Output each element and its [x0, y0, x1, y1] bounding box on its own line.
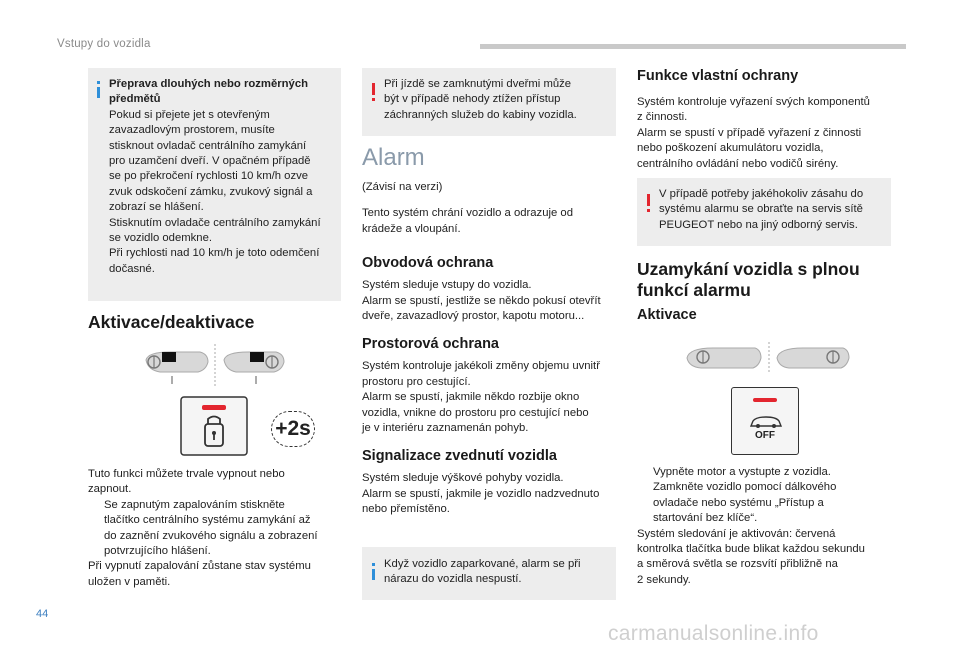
info-box-line: Pokud si přejete jet s otevřeným [109, 108, 270, 121]
section-heading-activation: Aktivace/deaktivace [88, 312, 255, 332]
lock-heading-line: funkcí alarmu [637, 280, 751, 300]
paragraph-line: Při vypnutí zapalování zůstane stav systému [88, 560, 311, 573]
paragraph-line: Tuto funkci můžete trvale vypnout nebo [88, 468, 285, 480]
alarm-off-button-illustration [731, 387, 799, 455]
watermark: carmanualsonline.info [608, 622, 819, 645]
version-note: (Závisí na verzi) [362, 181, 443, 193]
info-icon [97, 87, 100, 98]
bullet-line: ovladače nebo systému „Přístup a [653, 496, 824, 509]
intro-line: Tento systém chrání vozidlo a odrazuje od [362, 207, 573, 220]
bullet-line: tlačítko centrálního systému zamykání až [104, 514, 311, 527]
self-line: nebo poškození akumulátoru vozidla, [637, 142, 824, 155]
info-box-long-items [88, 68, 341, 301]
alarm-title: Alarm [362, 144, 425, 171]
bullet-line: startování bez klíče“. [653, 512, 758, 525]
info-box-line: dočasné. [109, 262, 155, 275]
indicator-light [753, 398, 777, 402]
tilt-line: Alarm se spustí, jakmile je vozidlo nadzvednuto [362, 487, 600, 500]
tail-line: Systém sledování je aktivován: červená [637, 527, 836, 540]
lock-with-alarm-heading [637, 259, 899, 301]
bullet-line: Se zapnutým zapalováním stiskněte [104, 498, 285, 511]
volumetric-line: prostoru pro cestující. [362, 375, 471, 388]
info-box-line: zobrazí se hlášení. [109, 201, 204, 214]
info-box-line: zavazadlovým prostorem, musíte [109, 124, 275, 137]
self-line: centrálního ovládání nebo vodičů sirény. [637, 157, 839, 170]
hold-2s-badge [271, 411, 315, 447]
bullet-line: do zaznění zvukového signálu a zobrazení [104, 529, 318, 542]
perimeter-line: Systém sleduje vstupy do vozidla. [362, 279, 532, 292]
warning-line: Při jízdě se zamknutými dveřmi může [384, 78, 572, 90]
tail-line: 2 sekundy. [637, 573, 691, 586]
self-line: Systém kontroluje vyřazení svých komponentů [637, 96, 870, 108]
warning-icon [372, 83, 375, 95]
car-alarm-icon [748, 414, 784, 430]
perimeter-heading: Obvodová ochrana [362, 255, 494, 272]
key-fob-illustration [140, 340, 290, 390]
perimeter-line: Alarm se spustí, jestliže se někdo pokusí otevřít [362, 294, 601, 307]
bullet-line: Vypněte motor a vystupte z vozidla. [653, 466, 831, 478]
activation-steps [637, 465, 899, 588]
warning-box-service [637, 178, 891, 246]
tail-line: a směrová světla se rozsvítí přibližně na [637, 558, 838, 571]
paragraph-line: zapnout. [88, 483, 132, 496]
paragraph-line: uložen v paměti. [88, 575, 171, 588]
activation-subheading: Aktivace [637, 307, 697, 323]
tilt-heading: Signalizace zvednutí vozidla [362, 448, 557, 465]
off-label: OFF [755, 430, 775, 441]
info-line: Když vozidlo zaparkované, alarm se při [384, 558, 581, 570]
warning-icon [647, 194, 650, 206]
volumetric-line: Alarm se spustí, jakmile někdo rozbije okno [362, 391, 580, 404]
warning-line: záchranných služeb do kabiny vozidla. [384, 108, 577, 121]
volumetric-line: je v interiéru zaznamenán pohyb. [362, 422, 529, 435]
bullet-symbol [637, 465, 653, 480]
self-line: Alarm se spustí v případě vyřazení z činnosti [637, 126, 862, 139]
self-line: z činnosti. [637, 111, 688, 124]
info-box-line: zvuk odskočení zámku, zvukový signál a [109, 185, 313, 198]
info-box-line: pro uzamčení dveří. V opačném případě [109, 155, 311, 168]
info-box-title: Přeprava dlouhých nebo rozměrných [109, 78, 309, 90]
tail-line: kontrolka tlačítka bude blikat každou sekundu [637, 543, 865, 556]
info-box-title: předmětů [109, 93, 161, 106]
volumetric-line: vozidla, vnikne do prostoru pro cestující nebo [362, 406, 589, 419]
bullet-symbol [88, 498, 104, 560]
warning-box-locked-doors [362, 68, 616, 136]
info-box-line: stisknout ovladač centrálního zamykání [109, 139, 307, 152]
warning-line: V případě potřeby jakéhokoliv zásahu do [659, 188, 864, 200]
self-protection-section [637, 68, 899, 172]
perimeter-line: dveře, zavazadlový prostor, kapotu motoru... [362, 310, 585, 323]
info-line: nárazu do vozidla nespustí. [384, 573, 522, 586]
tilt-line: Systém sleduje výškové pohyby vozidla. [362, 472, 564, 485]
bullet-line: Zamkněte vozidlo pomocí dálkového [653, 481, 837, 494]
header-rule [480, 44, 906, 49]
self-protection-heading: Funkce vlastní ochrany [637, 68, 799, 84]
key-fob-illustration [683, 340, 853, 374]
volumetric-heading: Prostorová ochrana [362, 336, 499, 353]
alarm-section [362, 180, 620, 518]
bullet-symbol [637, 480, 653, 526]
info-box-line: Stisknutím ovladače centrálního zamykání [109, 216, 321, 229]
info-icon [372, 569, 375, 580]
bullet-item [637, 480, 899, 526]
running-header: Vstupy do vozidla [57, 38, 151, 50]
lock-heading-line: Uzamykání vozidla s plnou [637, 259, 860, 279]
info-box-line: se po překročení rychlosti 10 km/h ozve [109, 170, 309, 183]
bullet-item [88, 498, 343, 560]
info-box-line: Při rychlosti nad 10 km/h je toto odemčení [109, 247, 320, 260]
warning-line: být v případě nehody ztížen přístup [384, 93, 561, 106]
bullet-line: potvrzujícího hlášení. [104, 545, 211, 558]
tilt-line: nebo přemístěno. [362, 503, 450, 516]
warning-line: systému alarmu se obraťte na servis sítě [659, 203, 863, 216]
hold-2s-label: +2s [275, 417, 311, 440]
page-number: 44 [36, 608, 49, 620]
intro-line: krádeže a vloupání. [362, 222, 461, 235]
central-lock-button-illustration [180, 396, 248, 456]
warning-line: PEUGEOT nebo na jiný odborný servis. [659, 218, 858, 231]
volumetric-line: Systém kontroluje jakékoli změny objemu uvnitř [362, 360, 600, 373]
info-box-parked [362, 547, 616, 600]
info-box-line: se vozidlo odemkne. [109, 232, 212, 245]
activation-text [88, 467, 343, 590]
bullet-item [637, 465, 899, 480]
